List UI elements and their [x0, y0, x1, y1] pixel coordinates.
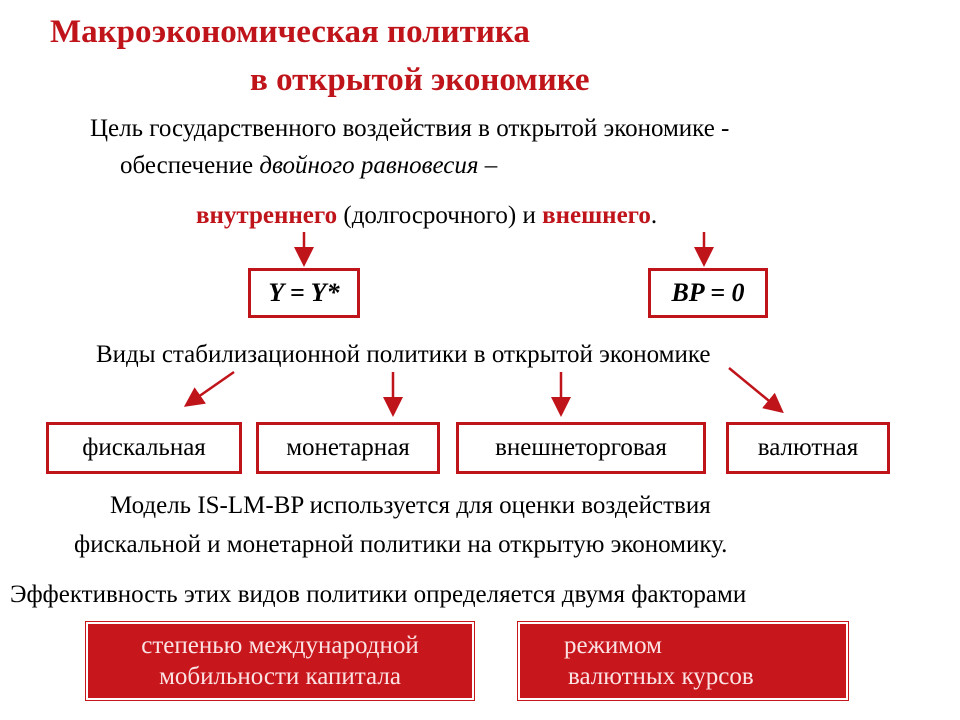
model-line-1: Модель IS-LM-BP используется для оценки воздействия — [110, 492, 711, 519]
internal-formula: Y = Y* — [268, 278, 340, 307]
title-line-2: в открытой экономике — [250, 62, 590, 98]
goal-line-2-suffix: – — [478, 152, 498, 179]
arrow-currency — [729, 368, 780, 410]
factor-2-line-2: валютных курсов — [568, 663, 754, 690]
title-line-1: Макроэкономическая политика — [50, 14, 530, 50]
policy-label-fiscal: фискальная — [82, 434, 206, 461]
long-term-text: (долгосрочного) и — [337, 202, 543, 229]
goal-line-2-prefix: обеспечение — [120, 152, 260, 179]
external-equilibrium-label: внешнего — [542, 202, 651, 229]
goal-line-1: Цель государственного воздействия в открытой экономике - — [90, 115, 730, 142]
policy-label-monetary: монетарная — [286, 434, 410, 461]
effectiveness-text: Эффективность этих видов политики определяется двумя факторами — [10, 581, 747, 608]
external-formula: BP = 0 — [671, 278, 745, 307]
arrow-fiscal — [188, 372, 234, 404]
factor-2-line-1: режимом — [564, 632, 662, 659]
model-line-2: фискальной и монетарной политики на открытую экономику. — [74, 531, 728, 558]
policy-label-currency: валютная — [757, 434, 859, 461]
stabilization-heading: Виды стабилизационной политики в открытой экономике — [96, 341, 711, 368]
factor-1-line-2: мобильности капитала — [159, 663, 401, 690]
goal-period: . — [650, 202, 658, 229]
policy-label-trade: внешнеторговая — [495, 434, 667, 461]
factor-1-line-1: степенью международной — [141, 632, 419, 659]
double-equilibrium-term: двойного равновесия — [259, 152, 479, 179]
internal-equilibrium-label: внутреннего — [196, 202, 338, 229]
